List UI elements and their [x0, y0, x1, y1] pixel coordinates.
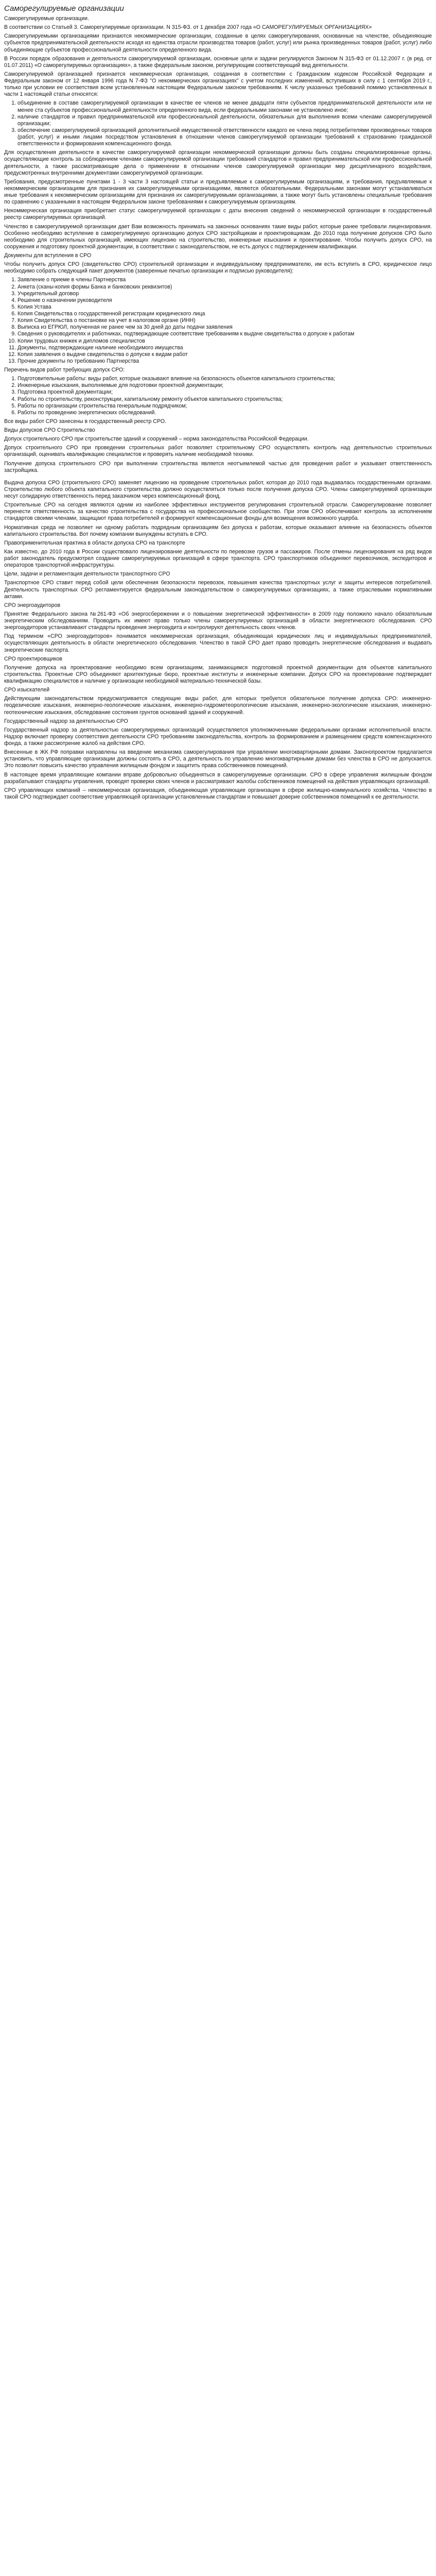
list-item: 1. объединение в составе саморегулируемой организации в качестве ее членов не менее двадцати пяти субъектов предпринимательской деятельности или не менее ста субъектов профессиональной деятельности определенного вида, если федеральными законами не установлено иное; — [18, 100, 432, 113]
list-item: 9. Сведения о руководителях и работниках, подтверждающие соответствие требованиям к выдаче свидетельства о допуске к работам — [18, 331, 432, 337]
list-item: 3. Учредительный договор — [18, 291, 432, 297]
paragraph: Получение допуска на проектирование необходимо всем организациям, занимающимся подготовкой проектной документации для объектов капитального строительства. Проектные СРО объединяют архитектурные бюро, проектные институты и инженерные компании. Допуск СРО на проектирование подтверждает квалификацию специалистов и наличие у организации необходимой материально-технической базы. — [4, 664, 432, 684]
list-item: 6. Работы по проведению энергетических обследований. — [18, 410, 432, 416]
paragraph: Членство в саморегулируемой организации дает Вам возможность принимать на законных основаниях такие виды работ, которые ранее требовали лицензирования. Особенно необходимо вступление в саморегулируемую организацию допуск СРО застройщикам и проектировщикам. До 2010 года получение допусков СРО было необходимо для строительных организаций, имеющих лицензию на строительство, инженерные изыскания и проектирование. Чтобы получить допуск СРО, на сооружения и подготовку проектной документации, в соответствии с законодательством, не есть допуск с подтверждением квалификации. — [4, 223, 432, 250]
list-item: 10. Копии трудовых книжек и дипломов специалистов — [18, 338, 432, 345]
paragraph: Принятие Федерального закона №261-ФЗ «Об энергосбережении и о повышении энергетической эффективности» в 2009 году положило начало обязательным энергетическим обследованиям. Проводить их имеют право только члены саморегулируемых организаций в области энергетического обследования. СРО энергоаудиторов устанавливают стандарты проведения энергоаудита и контролируют деятельность своих членов. — [4, 611, 432, 631]
paragraph: СРО изыскателей — [4, 687, 50, 693]
paragraph: Получение допуска строительного СРО при выполнении строительства является неотъемлемой частью для проведения работ и указывает ответственность застройщика. — [4, 460, 432, 473]
paragraph: Внесенные в ЖК РФ поправки направлены на введение механизма саморегулирования при управлении многоквартирными домами. Законопроектом предлагается установить, что управляющие организации должны состоять в СРО, а деятельность по управлению многоквартирными домами без членства в СРО не допускается. Это позволит повысить качество управления жилищным фондом и защитить права собственников помещений. — [4, 749, 432, 769]
list-item: 1. Заявление о приеме в члены Партнерства — [18, 277, 432, 283]
paragraph: СРО проектировщиков — [4, 655, 62, 662]
numbered-list — [4, 100, 432, 147]
list-item: 4. Работы по строительству, реконструкции, капитальному ремонту объектов капитального строительства; — [18, 396, 432, 403]
paragraph: В настоящее время управляющие компании вправе добровольно объединяться в саморегулируемые организации. СРО в сфере управления жилищным фондом разрабатывают стандарты управления, проводят проверки своих членов и рассматривают жалобы собственников помещений на действия управляющих организаций. — [4, 771, 432, 785]
page-title: Саморегулируемые организации — [4, 4, 124, 13]
paragraph: Транспортное СРО ставит перед собой цели обеспечения безопасности перевозок, повышения качества транспортных услуг и защиты интересов потребителей. Деятельность транспортных СРО регламентируется федеральным законодательством о саморегулируемых организациях, а также отраслевыми нормативными актами. — [4, 580, 432, 600]
list-item: 6. Копия Свидетельства о государственной регистрации юридического лица — [18, 311, 432, 317]
list-item: 2. Инженерные изыскания, выполняемые для подготовки проектной документации; — [18, 382, 432, 389]
list-item: 1. Подготовительные работы: виды работ, которые оказывают влияние на безопасность объектов капитального строительства; — [18, 376, 432, 382]
paragraph: Допуск строительного СРО при строительстве зданий и сооружений – норма законодательства Российской Федерации. — [4, 436, 309, 443]
paragraph: Некоммерческая организация приобретает статус саморегулируемой организации с даты внесения сведений о некоммерческой организации в государственный реестр саморегулируемых организаций. — [4, 208, 432, 221]
list-item: 8. Выписка из ЕГРЮЛ, полученная не ранее чем за 30 дней до даты подачи заявления — [18, 324, 432, 331]
paragraph: Под термином «СРО энергоаудиторов» понимается некоммерческая организация, объединяющая юридических лиц и индивидуальных предпринимателей, осуществляющих деятельность в области энергетического обследования. Членство в такой СРО дает право проводить энергетические обследования и выдавать энергетические паспорта. — [4, 633, 432, 653]
paragraph: Государственный надзор за деятельностью саморегулируемых организаций осуществляется уполномоченными федеральными органами исполнительной власти. Надзор включает проверку соответствия деятельности СРО требованиям законодательства, контроль за формированием и размещением средств компенсационного фонда, а также рассмотрение жалоб на действия СРО. — [4, 726, 432, 747]
list-item: 13. Прочие документы по требованию Партнерства — [18, 358, 432, 365]
list-item: 2. Анкета (сканы-копия формы Банка и банковских реквизитов) — [18, 284, 432, 291]
paragraph: Для осуществления деятельности в качестве саморегулируемой организации некоммерческой организации должны быть созданы специализированные органы, осуществляющие контроль за соблюдением членами саморегулируемой организации требований стандартов и правил предпринимательской или профессиональной деятельности, а также рассматривающие дела о применении в отношении членов саморегулируемой организации мер дисциплинарного воздействия, предусмотренных внутренними документами саморегулируемой организации. — [4, 149, 432, 176]
paragraph: Документы для вступления в СРО — [4, 252, 92, 259]
numbered-list — [4, 376, 432, 416]
paragraph: Саморегулируемые организации. — [4, 15, 89, 22]
paragraph: СРО энергоаудиторов — [4, 602, 61, 608]
list-item: 11. Документы, подтверждающие наличие необходимого имущества — [18, 345, 432, 351]
paragraph: Виды допусков СРО Строительство — [4, 427, 95, 433]
list-item: 3. Подготовка проектной документации; — [18, 389, 432, 396]
list-item: 2. наличие стандартов и правил предпринимательской или профессиональной деятельности, обязательных для выполнения всеми членами саморегулируемой организации; — [18, 114, 432, 127]
list-item: 4. Решение о назначении руководителя — [18, 297, 432, 304]
list-item: 3. обеспечение саморегулируемой организацией дополнительной имущественной ответственности каждого ее члена перед потребителями произведенных товаров (работ, услуг) и иными лицами посредством установления в отношении членов саморегулируемой организации требований к страхованию гражданской ответственности и формирования компенсационного фонда. — [18, 127, 432, 147]
paragraph: Требования, предусмотренные пунктами 1 - 3 части 3 настоящей статьи и предъявляемые к саморегулируемым организациям, и требования, предъявляемые к некоммерческим организациям для признания их саморегулируемыми организациями, являются обязательными. Федеральными законами могут устанавливаться иные требования к некоммерческим организациям для признания их саморегулируемыми организациями, а также могут быть установлены специальные требования по сравнению с указанными в настоящем Федеральном законе требованиями к саморегулируемым организациям. — [4, 178, 432, 206]
paragraph: Цели, задачи и регламентация деятельности транспортного СРО — [4, 571, 170, 578]
paragraph: В соответствии со Статьей 3. Саморегулируемые организации. N 315-ФЗ. от 1 декабря 2007 года «О САМОРЕГУЛИРУЕМЫХ ОРГАНИЗАЦИЯХ» — [4, 24, 372, 31]
paragraph: Выдача допуска СРО (строительного СРО) заменяет лицензию на проведение строительных работ, которая до 2010 года выдавалась государственными органами. Строительство любого объекта капитального строительства должно осуществляться только после получения допуска СРО. Члены саморегулируемой организации несут солидарную ответственность перед заказчиком через компенсационный фонд. — [4, 479, 432, 499]
paragraph: Правоприменительная практика в области допуска СРО на транспорте — [4, 539, 185, 546]
paragraph: Чтобы получить допуск СРО (свидетельство СРО) строительной организации и индивидуальному предпринимателю, им есть вступить в СРО, юридическое лицо необходимо собрать следующий пакет документов (заверенные печатью организации и подписью руководителя): — [4, 261, 432, 275]
document-page — [0, 0, 436, 808]
list-item: 12. Копия заявления о выдаче свидетельства о допуске к видам работ — [18, 351, 432, 358]
paragraph: Перечень видов работ требующих допуск СРО: — [4, 367, 125, 373]
paragraph: Допуск строительного СРО при проведении строительных работ позволяет строительному СРО осуществлять контроль над деятельностью строительных организаций, оценивать квалификацию специалистов и проверять наличие необходимой техники. — [4, 445, 432, 458]
paragraph: СРО управляющих компаний – некоммерческая организация, объединяющая управляющие организации в сфере жилищно-коммунального хозяйства. Членство в такой СРО подтверждает соответствие управляющей организации установленным стандартам и повышает доверие собственников помещений к ее деятельности. — [4, 787, 432, 800]
list-item: 7. Копия Свидетельства о постановке на учет в налоговом органе (ИНН) — [18, 317, 432, 324]
paragraph: Как известно, до 2010 года в России существовало лицензирование деятельности по перевозке грузов и пассажиров. После отмены лицензирования на ряд видов работ законодатель предусмотрел создание саморегулируемых организаций в сфере транспорта. СРО транспортников объединяют перевозчиков, экспедиторов и операторов транспортной инфраструктуры. — [4, 548, 432, 569]
paragraph: Нормативная среда не позволяет ни одному работать подрядным организациям без допуска к работам, которые оказывают влияние на безопасность объектов капитального строительства. Вот почему компании вынуждены вступать в СРО. — [4, 524, 432, 537]
paragraph: Саморегулируемыми организациями признаются некоммерческие организации, созданные в целях саморегулирования, основанные на членстве, объединяющие субъектов предпринимательской деятельности исходя из единства отрасли производства товаров (работ, услуг) или рынка произведенных товаров (работ, услуг) либо объединяющие субъектов профессиональной деятельности определенного вида. — [4, 33, 432, 53]
paragraph: Государственный надзор за деятельностью СРО — [4, 718, 128, 724]
list-item: 5. Копия Устава — [18, 304, 432, 311]
paragraph: Строительные СРО на сегодня являются одним из наиболее эффективных инструментов регулирования строительной отрасли. Саморегулирование позволяет перенести ответственность за качество строительства с государства на профессиональное сообщество. При этом СРО обеспечивают контроль за исполнением стандартов своими членами, защищают права потребителей и формируют компенсационные фонды для возмещения возможного ущерба. — [4, 502, 432, 522]
numbered-list — [4, 277, 432, 365]
paragraph: В России порядок образования и деятельности саморегулируемой организации, основные цели и задачи регулируются Законом N 315-ФЗ от 01.12.2007 г. (в ред. от 01.07.2011) «О саморегулируемых организациях», а также федеральным законом, регулирующим соответствующий вид деятельности. — [4, 55, 432, 69]
paragraph: Действующим законодательством предусматривается следующие виды работ, для которых требуется обязательное получение допуска СРО: инженерно-геодезические изыскания, инженерно-геологические изыскания, инженерно-гидрометеорологические изыскания, инженерно-экологические изыскания, инженерно-геотехнические изыскания, обследование состояния грунтов оснований зданий и сооружений. — [4, 696, 432, 716]
list-item: 5. Работы по организации строительства генеральным подрядчиком; — [18, 403, 432, 410]
spacer — [4, 476, 432, 480]
paragraph: Саморегулируемой организацией признается некоммерческая организация, созданная в соответствии с Гражданским кодексом Российской Федерации и Федеральным законом от 12 января 1996 года N 7-ФЗ "О некоммерческих организациях" с учетом последних изменений, вступивших в силу с 1 сентября 2019 г., только при условии ее соответствия всем установленным настоящим Федеральным законом требованиям. К числу указанных требований помимо установленных в части 1 настоящей статьи относятся: — [4, 71, 432, 98]
article-body — [4, 15, 432, 801]
paragraph: Все виды работ СРО занесены в государственный реестр СРО. — [4, 418, 166, 425]
